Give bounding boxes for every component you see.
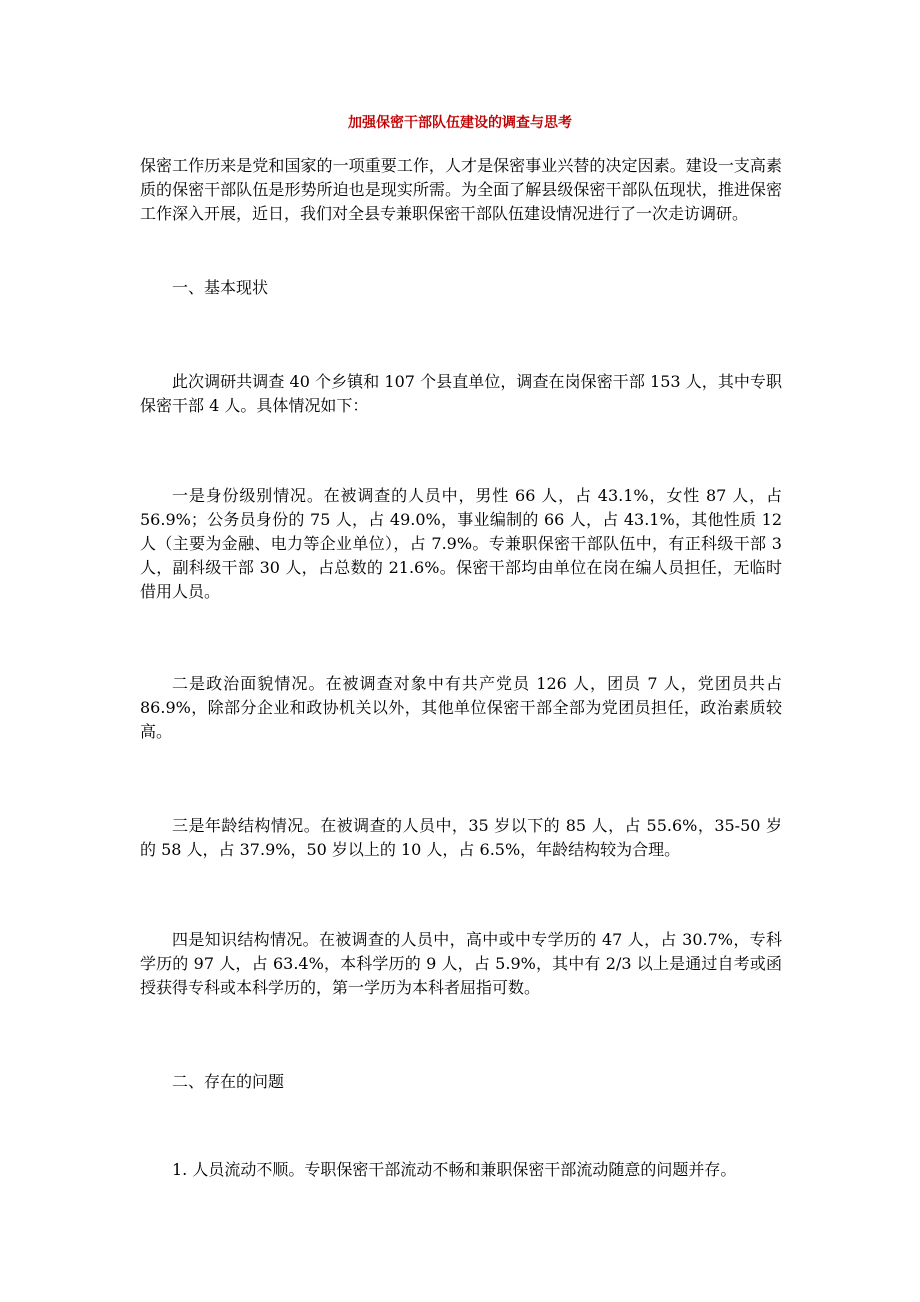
document-title: 加强保密干部队伍建设的调查与思考 [348,115,572,131]
education-paragraph: 四是知识结构情况。在被调查的人员中，高中或中专学历的 47 人，占 30.7%，专科学历的 97 人，占 63.4%，本科学历的 9 人，占 5.9%，其中有 2/3 以上是通过自考或函授获得专科或本科学历的，第一学历为本科者屈指可数。 [140,930,782,997]
section-heading-problems: 二、存在的问题 [172,1072,285,1091]
age-paragraph: 三是年龄结构情况。在被调查的人员中，35 岁以下的 85 人，占 55.6%，35-50 岁的 58 人，占 37.9%，50 岁以上的 10 人，占 6.5%，年龄结构较为合理。 [140,816,782,859]
identity-paragraph: 一是身份级别情况。在被调查的人员中，男性 66 人，占 43.1%，女性 87 人，占 56.9%；公务员身份的 75 人，占 49.0%，事业编制的 66 人，占 43.1%，其他性质 12 人（主要为金融、电力等企业单位），占 7.9%。专兼职保密干部队伍中，有正科级干部 3 人，副科级干部 30 人，占总数的 21.6%。保密干部均由单位在岗在编人员担任，无临时借用人员。 [140,486,782,601]
section-heading-basic-status: 一、基本现状 [172,278,269,297]
problem1-paragraph: 1. 人员流动不顺。专职保密干部流动不畅和兼职保密干部流动随意的问题并存。 [172,1160,737,1179]
political-paragraph: 二是政治面貌情况。在被调查对象中有共产党员 126 人，团员 7 人，党团员共占 86.9%，除部分企业和政协机关以外，其他单位保密干部全部为党团员担任，政治素质较高。 [140,674,782,741]
intro-paragraph: 保密工作历来是党和国家的一项重要工作，人才是保密事业兴替的决定因素。建设一支高素质的保密干部队伍是形势所迫也是现实所需。为全面了解县级保密干部队伍现状，推进保密工作深入开展，近日，我们对全县专兼职保密干部队伍建设情况进行了一次走访调研。 [140,156,782,223]
survey-paragraph: 此次调研共调查 40 个乡镇和 107 个县直单位，调查在岗保密干部 153 人，其中专职保密干部 4 人。具体情况如下： [140,372,782,415]
